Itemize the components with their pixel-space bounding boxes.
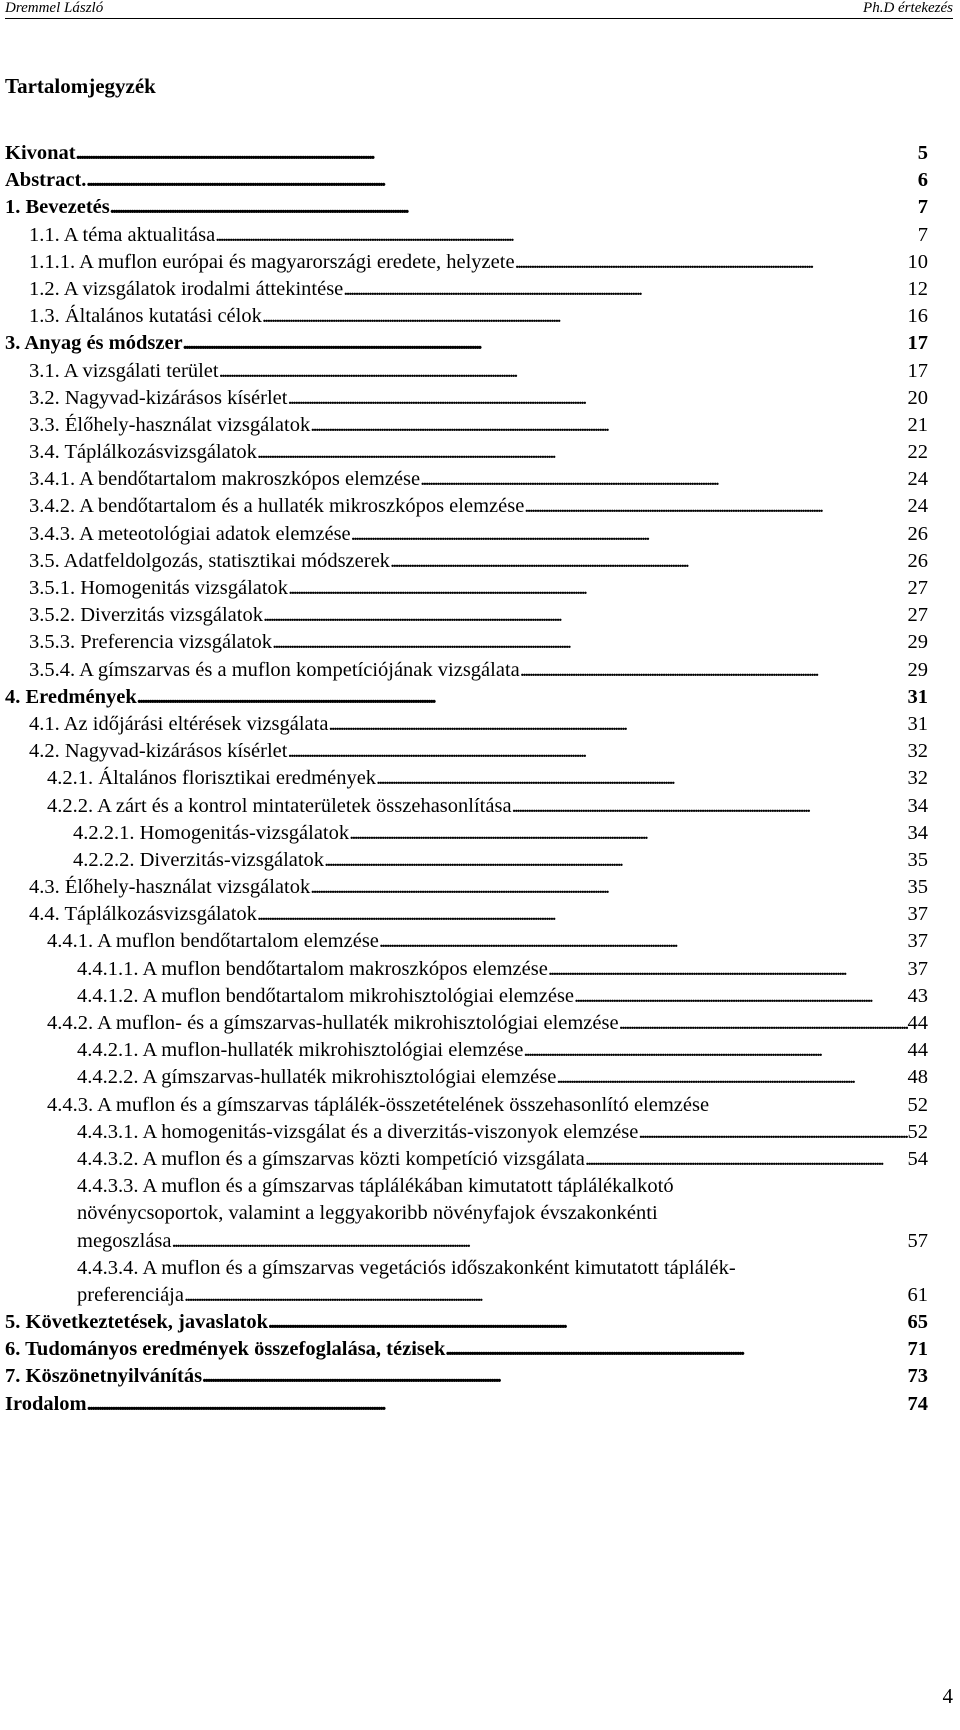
toc-entry-label: 4.4.3.2. A muflon és a gímszarvas közti kompetíció vizsgálata (77, 1147, 585, 1170)
toc-entry-page: 27 (907, 577, 928, 599)
toc-entry-page: 52 (907, 1093, 928, 1116)
toc-entry-label: 4.4.3. A muflon és a gímszarvas táplálék-összetételének összehasonlító elemzése (47, 1093, 710, 1116)
toc-entry[interactable] (5, 1119, 928, 1146)
dot-leader (288, 575, 907, 602)
dot-leader (87, 1391, 908, 1418)
dot-leader (376, 765, 907, 792)
toc-entry-label: 4.2.2.2. Diverzitás-vizsgálatok (73, 848, 325, 871)
toc-entry-page: 31 (907, 712, 928, 735)
dot-leader (324, 847, 907, 874)
toc-entry-page: 5 (917, 142, 928, 164)
page-number: 4 (942, 1684, 953, 1708)
dot-leader (184, 1282, 908, 1309)
toc-entry-label: 1. Bevezetés (5, 196, 110, 219)
toc-entry-label: 4.4.1. A muflon bendőtartalom elemzése (47, 930, 379, 953)
dot-leader (183, 330, 908, 357)
toc-entry-page: 37 (907, 930, 928, 953)
toc-entry[interactable] (77, 1282, 928, 1309)
toc-entry-page: 31 (907, 685, 928, 708)
toc-entry-label: 1.2. A vizsgálatok irodalmi áttekintése (29, 277, 344, 300)
toc-entry-label: 3.5.3. Preferencia vizsgálatok (29, 631, 273, 654)
toc-entry[interactable] (5, 1010, 928, 1037)
toc-entry-page: 20 (907, 386, 928, 409)
toc-entry-page: 24 (907, 495, 928, 518)
toc-entry-label: Abstract. (5, 169, 87, 192)
toc-entry-page: 65 (907, 1311, 928, 1334)
dot-leader (512, 793, 908, 820)
toc-entry-label: 6. Tudományos eredmények összefoglalása, tézisek (5, 1338, 446, 1361)
dot-leader (86, 167, 917, 194)
toc-entry[interactable] (5, 765, 928, 792)
toc-entry-label: 3.4.2. A bendőtartalom és a hullaték mikroszkópos elemzése (29, 495, 525, 518)
toc-entry-page: 12 (907, 277, 928, 300)
toc-entry-page: 7 (917, 196, 928, 219)
toc-entry-label: 4.4. Táplálkozásvizsgálatok (29, 903, 257, 926)
toc-entry-label: 3.1. A vizsgálati terület (29, 359, 219, 382)
dot-leader (523, 1037, 907, 1064)
toc-entry-label: 4. Eredmények (5, 685, 137, 708)
dot-leader (272, 629, 907, 656)
toc-entry[interactable] (5, 167, 928, 194)
dot-leader (262, 303, 908, 330)
toc-entry-page: 32 (907, 767, 928, 790)
dot-leader (585, 1146, 908, 1173)
toc-entry-page: 26 (907, 522, 928, 545)
toc-entry[interactable] (5, 820, 928, 847)
toc-entry[interactable] (5, 629, 928, 656)
toc-entry-label: 3.3. Élőhely-használat vizsgálatok (29, 413, 311, 436)
dot-leader (219, 358, 908, 385)
toc-entry-page: 29 (907, 658, 928, 681)
dot-leader (310, 874, 907, 901)
toc-entry[interactable] (5, 847, 928, 874)
toc-entry-label: 3.5.4. A gímszarvas és a muflon kompetíciójának vizsgálata (29, 658, 520, 681)
toc-entry-page: 37 (907, 957, 928, 980)
toc-entry-label: 1.3. Általános kutatási célok (29, 305, 262, 328)
toc-entry-label-line: 4.4.3.4. A muflon és a gímszarvas vegetációs időszakonként kimutatott táplálék- (77, 1256, 736, 1279)
toc-entry-label: 4.4.2. A muflon- és a gímszarvas-hullaték mikrohisztológiai elemzése (47, 1012, 619, 1034)
dot-leader (76, 140, 918, 167)
dot-leader (619, 1010, 908, 1037)
toc-entry-label: 4.2.2. A zárt és a kontrol mintaterületek összehasonlítása (47, 794, 512, 817)
toc-entry-page: 26 (907, 549, 928, 572)
toc-entry-label: 3.5. Adatfeldolgozás, statisztikai módszerek (29, 549, 390, 572)
toc-entry-page: 44 (907, 1012, 928, 1034)
toc-entry-page: 73 (907, 1365, 928, 1388)
toc-entry-label: 7. Köszönetnyilvánítás (5, 1365, 203, 1388)
toc-entry[interactable] (5, 439, 928, 466)
dot-leader (263, 602, 908, 629)
toc-entry-page: 57 (907, 1229, 928, 1252)
toc-entry-label: preferenciája (77, 1283, 184, 1306)
toc-entry[interactable] (5, 140, 928, 167)
toc-entry[interactable] (5, 1309, 928, 1336)
toc-entry-label: 3.5.2. Diverzitás vizsgálatok (29, 604, 263, 627)
toc-entry-label: 3.5.1. Homogenitás vizsgálatok (29, 577, 289, 599)
toc-entry-label: 4.3. Élőhely-használat vizsgálatok (29, 876, 311, 899)
toc-entry[interactable] (5, 1146, 928, 1173)
toc-entry-label: 3.4.1. A bendőtartalom makroszkópos elemzése (29, 468, 421, 491)
toc-entry-multiline[interactable] (5, 1173, 928, 1255)
dot-leader (390, 548, 908, 575)
toc-entry[interactable] (5, 303, 928, 330)
toc-entry[interactable] (5, 1363, 928, 1390)
toc-entry-label: 4.2. Nagyvad-kizárásos kísérlet (29, 740, 288, 763)
dot-leader (524, 493, 907, 520)
dot-leader (172, 1228, 908, 1255)
toc-entry[interactable] (5, 276, 928, 303)
header-author: Dremmel László (5, 0, 104, 16)
toc-entry-page: 16 (907, 305, 928, 328)
toc-entry[interactable] (5, 358, 928, 385)
toc-entry[interactable] (5, 684, 928, 711)
toc-entry-page: 34 (907, 821, 928, 844)
toc-entry[interactable] (5, 493, 928, 520)
toc-entry[interactable] (5, 548, 928, 575)
toc-entry-label-line: növénycsoportok, valamint a leggyakoribb növényfajok évszakonkénti (77, 1202, 658, 1225)
toc-entry-label: 4.1. Az időjárási eltérések vizsgálata (29, 712, 329, 735)
toc-entry[interactable] (5, 738, 928, 765)
toc-entry-page: 21 (907, 413, 928, 436)
toc-entry[interactable] (5, 385, 928, 412)
toc-entry-page: 17 (907, 332, 928, 355)
toc-entry-page: 27 (907, 604, 928, 627)
toc-entry[interactable] (5, 793, 928, 820)
dot-leader (556, 1064, 907, 1091)
dot-leader (287, 738, 907, 765)
toc-entry-page: 6 (917, 169, 928, 192)
dot-leader (343, 276, 907, 303)
toc-entry-page: 74 (907, 1392, 928, 1415)
toc-entry-page: 37 (907, 903, 928, 926)
dot-leader (310, 412, 907, 439)
dot-leader (445, 1336, 907, 1363)
toc-entry[interactable] (5, 521, 928, 548)
dot-leader (638, 1119, 907, 1146)
toc-entry[interactable] (5, 466, 928, 493)
toc-entry[interactable] (5, 983, 928, 1010)
dot-leader (379, 928, 908, 955)
toc-entry-page: 61 (907, 1283, 928, 1306)
toc-entry-label: 1.1. A téma aktualitása (29, 223, 216, 246)
toc-entry-multiline[interactable] (5, 1255, 928, 1309)
toc-entry-page: 44 (907, 1039, 928, 1062)
dot-leader (520, 657, 908, 684)
dot-leader (548, 956, 908, 983)
dot-leader (202, 1363, 907, 1390)
toc-entry[interactable] (5, 412, 928, 439)
toc-entry[interactable] (5, 1391, 928, 1418)
toc-entry-page: 29 (907, 631, 928, 654)
toc-entry-page: 10 (907, 250, 928, 273)
dot-leader (110, 194, 918, 221)
dot-leader (420, 466, 907, 493)
toc-entry-page: 7 (917, 223, 928, 246)
toc-entry-label: 4.4.3.1. A homogenitás-vizsgálat és a diverzitás-viszonyok elemzése (77, 1120, 639, 1143)
toc-entry[interactable] (5, 956, 928, 983)
toc-entry-label: Kivonat (5, 142, 76, 164)
toc-entry-label: 3.4.3. A meteotológiai adatok elemzése (29, 522, 351, 545)
toc-entry-label: 4.4.2.1. A muflon-hullaték mikrohisztológiai elemzése (77, 1039, 524, 1062)
toc-entry[interactable] (5, 249, 928, 276)
toc-entry-page: 54 (907, 1147, 928, 1170)
toc-entry[interactable] (5, 1336, 928, 1363)
toc-entry-label: 5. Következtetések, javaslatok (5, 1311, 269, 1334)
dot-leader (257, 901, 908, 928)
toc-entry-label: 4.4.2.2. A gímszarvas-hullaték mikrohisztológiai elemzése (77, 1066, 557, 1089)
dot-leader (349, 820, 907, 847)
toc-entry-page: 43 (907, 984, 928, 1007)
toc-entry-label: 4.4.1.1. A muflon bendőtartalom makroszkópos elemzése (77, 957, 548, 980)
dot-leader (137, 684, 908, 711)
dot-leader (328, 711, 907, 738)
toc-entry-page: 34 (907, 794, 928, 817)
toc-entry[interactable] (5, 1064, 928, 1091)
toc-entry-label: 4.2.1. Általános florisztikai eredmények (47, 767, 377, 790)
toc-entry[interactable] (5, 222, 928, 249)
toc-entry-label: 3.4. Táplálkozásvizsgálatok (29, 441, 257, 464)
toc-entry-page: 32 (907, 740, 928, 763)
dot-leader (257, 439, 908, 466)
toc-entry-page: 52 (907, 1120, 928, 1143)
page-title: Tartalomjegyzék (5, 74, 156, 98)
toc-entry-label: 3.2. Nagyvad-kizárásos kísérlet (29, 386, 288, 409)
toc-entry[interactable] (5, 1037, 928, 1064)
toc-entry-page: 35 (907, 848, 928, 871)
toc-entry-label: 1.1.1. A muflon európai és magyarországi eredete, helyzete (29, 250, 515, 273)
toc-entry-page: 22 (907, 441, 928, 464)
toc-entry[interactable] (5, 928, 928, 955)
dot-leader (515, 249, 908, 276)
toc-entry-label: 4.4.1.2. A muflon bendőtartalom mikrohisztológiai elemzése (77, 984, 575, 1007)
dot-leader (351, 521, 908, 548)
toc-entry[interactable] (5, 657, 928, 684)
toc-entry[interactable] (5, 602, 928, 629)
toc-entry-page: 24 (907, 468, 928, 491)
toc-entry[interactable] (5, 194, 928, 221)
running-header (5, 0, 953, 19)
toc-entry[interactable] (5, 901, 928, 928)
dot-leader (268, 1309, 907, 1336)
toc-entry[interactable] (77, 1228, 928, 1255)
toc-entry[interactable] (5, 1092, 928, 1119)
toc-entry-label: Irodalom (5, 1392, 87, 1415)
toc-entry[interactable] (5, 711, 928, 738)
toc-entry-page: 71 (907, 1338, 928, 1361)
toc-entry[interactable] (5, 874, 928, 901)
dot-leader (215, 222, 918, 249)
toc-entry-label-line: 4.4.3.3. A muflon és a gímszarvas táplálékában kimutatott táplálékalkotó (77, 1175, 674, 1198)
dot-leader (574, 983, 907, 1010)
toc-entry-label: 4.2.2.1. Homogenitás-vizsgálatok (73, 821, 350, 844)
toc-entry-label: 3. Anyag és módszer (5, 332, 183, 355)
toc-entry-page: 48 (907, 1066, 928, 1089)
toc-entry[interactable] (5, 330, 928, 357)
toc-entry-page: 35 (907, 876, 928, 899)
toc-entry-label: megoszlása (77, 1229, 172, 1252)
header-document-type: Ph.D értekezés (863, 0, 953, 16)
table-of-contents (5, 140, 928, 1418)
toc-entry[interactable] (5, 575, 928, 602)
toc-entry-page: 17 (907, 359, 928, 382)
dot-leader (287, 385, 907, 412)
